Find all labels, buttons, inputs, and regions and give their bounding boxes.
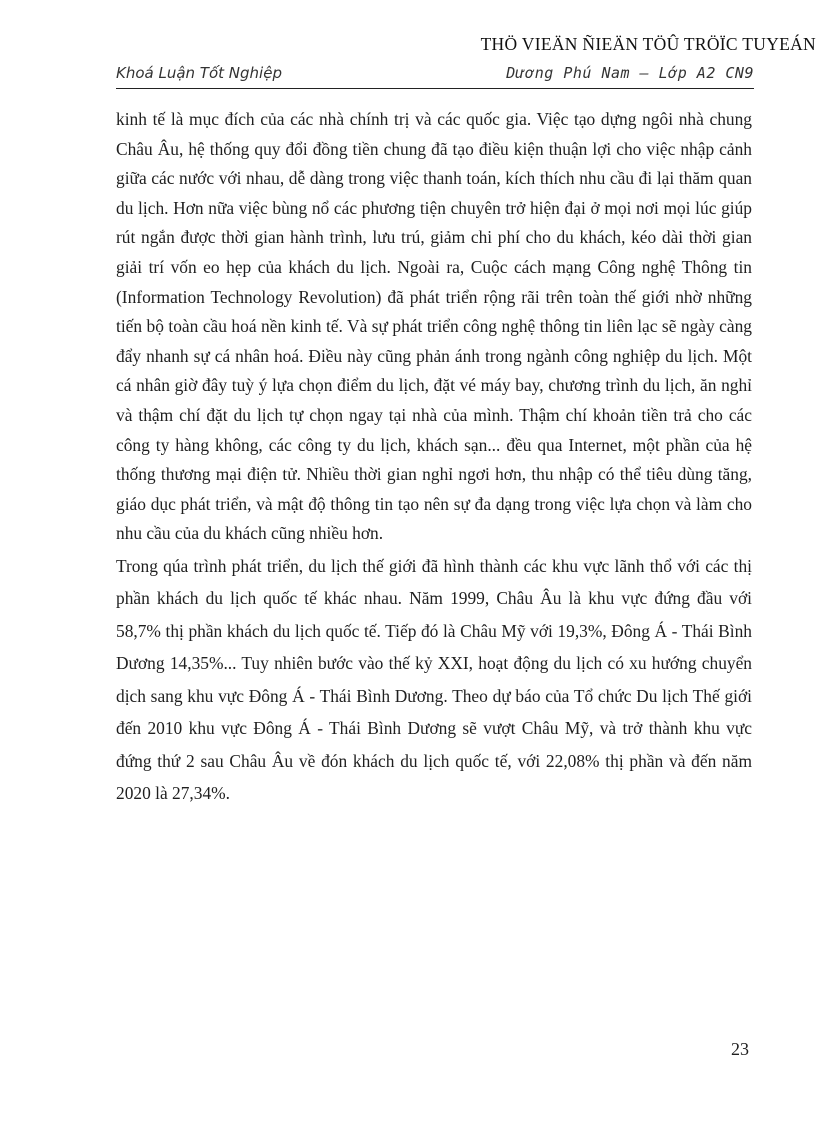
paragraph-2: Trong qúa trình phát triển, du lịch thế giới đã hình thành các khu vực lãnh thổ với các thị phần khách du lịch quốc tế khác nhau. Năm 1999, Châu Âu là khu vực đứng đầu với 58,7% thị phần khách du lịch quốc tế. Tiếp đó là Châu Mỹ với 19,3%, Đông Á - Thái Bình Dương 14,35%... Tuy nhiên bước vào thế kỷ XXI, hoạt động du lịch có xu hướng chuyển dịch sang khu vực Đông Á - Thái Bình Dương. Theo dự báo của Tổ chức Du lịch Thế giới đến 2010 khu vực Đông Á - Thái Bình Dương sẽ vượt Châu Mỹ, và trở thành khu vực đứng thứ 2 sau Châu Âu về đón khách du lịch quốc tế, với 22,08% thị phần và đến năm 2020 là 27,34%.: [116, 555, 752, 804]
page-number: 23: [731, 1039, 749, 1059]
watermark-text: THÖ VIEÄN ÑIEÄN TÖÛ TRÖÏC TUYEÁN: [480, 34, 816, 54]
body-text: [116, 105, 752, 810]
page-header: [116, 64, 754, 89]
paragraph-1: kinh tế là mục đích của các nhà chính trị và các quốc gia. Việc tạo dựng ngôi nhà chung Châu Âu, hệ thống quy đổi đồng tiền chung đã tạo điều kiện thuận lợi cho việc nhập cảnh giữa các nước với nhau, dễ dàng trong việc thanh toán, kích thích nhu cầu đi lại thăm quan du lịch. Hơn nữa việc bùng nổ các phương tiện chuyên trở hiện đại ở mọi nơi mọi lúc giúp rút ngắn được thời gian hành trình, lưu trú, giảm chi phí cho du khách, kéo dài thời gian giải trí vốn eo hẹp của khách du lịch. Ngoài ra, Cuộc cách mạng Công nghệ Thông tin (Information Technology Revolution) đã phát triển rộng rãi trên toàn thế giới nhờ những tiến bộ toàn cầu hoá nền kinh tế. Và sự phát triển công nghệ thông tin liên lạc sẽ ngày càng đẩy nhanh sự cá nhân hoá. Điều này cũng phản ánh trong ngành công nghiệp du lịch. Một cá nhân giờ đây tuỳ ý lựa chọn điểm du lịch, đặt vé máy bay, chương trình du lịch, ăn nghỉ và thậm chí đặt du lịch tự chọn ngay tại nhà của mình. Thậm chí khoản tiền trả cho các công ty hàng không, các công ty du lịch, khách sạn... đều qua Internet, một phần của hệ thống thương mại điện tử. Nhiều thời gian nghỉ ngơi hơn, thu nhập có thể tiêu dùng tăng, giáo dục phát triển, và mật độ thông tin tạo nên sự đa dạng trong việc lựa chọn và làm cho nhu cầu của du khách cũng nhiều hơn.: [116, 109, 752, 544]
header-author: Dương Phú Nam – Lớp A2 CN9: [506, 64, 754, 82]
header-thesis-title: Khoá Luận Tốt Nghiệp: [116, 64, 282, 82]
